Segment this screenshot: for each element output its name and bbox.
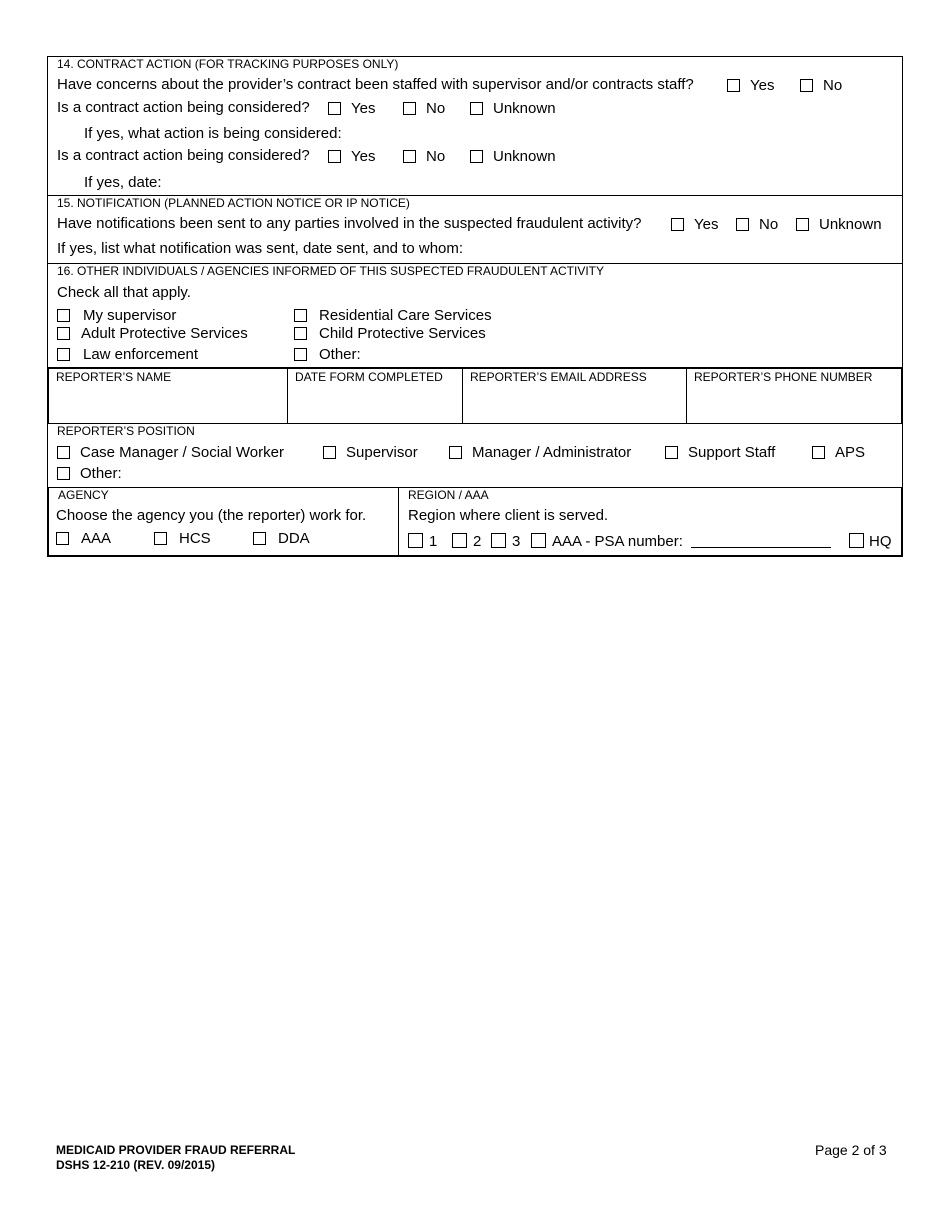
agency-region-row [47, 488, 903, 557]
informed-law-enforcement[interactable]: Law enforcement [57, 346, 198, 363]
region-aaa-psa[interactable]: AAA - PSA number: [531, 533, 831, 550]
contract-staffed-yes[interactable]: Yes [727, 77, 774, 94]
agency-section [49, 488, 399, 555]
region-3[interactable]: 3 [491, 533, 520, 550]
agency-label: AGENCY [58, 488, 109, 502]
agency-hcs[interactable]: HCS [154, 530, 211, 547]
checkbox[interactable] [294, 309, 307, 322]
region-1[interactable]: 1 [408, 533, 437, 550]
region-hq[interactable]: HQ [849, 533, 892, 550]
checkbox[interactable] [849, 533, 864, 548]
contract-action-2-yes[interactable]: Yes [328, 148, 375, 165]
region-instruction: Region where client is served. [408, 507, 609, 524]
checkbox[interactable] [294, 327, 307, 340]
agency-aaa[interactable]: AAA [56, 530, 111, 547]
notification-no[interactable]: No [736, 216, 778, 233]
reporter-email-label: REPORTER’S EMAIL ADDRESS [470, 370, 647, 384]
checkbox[interactable] [531, 533, 546, 548]
date-completed-field[interactable] [288, 369, 463, 424]
reporter-position-section [47, 424, 903, 488]
reporter-phone-label: REPORTER’S PHONE NUMBER [694, 370, 873, 384]
checkbox[interactable] [57, 446, 70, 459]
checkbox[interactable] [57, 467, 70, 480]
contract-action-unknown[interactable]: Unknown [470, 100, 556, 117]
checkbox[interactable] [253, 532, 266, 545]
contract-action-question-2: Is a contract action being considered? [57, 147, 310, 164]
section-16 [47, 263, 903, 367]
reporter-position-label: REPORTER’S POSITION [57, 424, 195, 438]
position-aps[interactable]: APS [812, 444, 865, 461]
region-section [399, 488, 901, 555]
psa-number-input[interactable] [691, 534, 831, 548]
informed-other[interactable]: Other: [294, 346, 361, 363]
contract-staffed-no[interactable]: No [800, 77, 842, 94]
position-case-manager[interactable]: Case Manager / Social Worker [57, 444, 284, 461]
checkbox[interactable] [328, 102, 341, 115]
action-date-label: If yes, date: [84, 174, 162, 191]
reporter-name-label: REPORTER’S NAME [56, 370, 172, 384]
checkbox[interactable] [294, 348, 307, 361]
informed-adult-protective[interactable]: Adult Protective Services [57, 325, 248, 342]
contract-action-2-no[interactable]: No [403, 148, 445, 165]
checkbox[interactable] [403, 150, 416, 163]
contract-action-no[interactable]: No [403, 100, 445, 117]
checkbox[interactable] [470, 150, 483, 163]
checkbox[interactable] [449, 446, 462, 459]
position-other[interactable]: Other: [57, 465, 122, 482]
contract-action-yes[interactable]: Yes [328, 100, 375, 117]
notification-details-label: If yes, list what notification was sent, date sent, and to whom: [57, 240, 464, 257]
checkbox[interactable] [800, 79, 813, 92]
informed-child-protective[interactable]: Child Protective Services [294, 325, 486, 342]
notification-unknown[interactable]: Unknown [796, 216, 882, 233]
form-number: DSHS 12-210 (REV. 09/2015) [56, 1158, 215, 1172]
checkbox[interactable] [671, 218, 684, 231]
form-footer [56, 1143, 295, 1173]
section-14 [47, 56, 903, 195]
checkbox[interactable] [727, 79, 740, 92]
section-16-header: 16. OTHER INDIVIDUALS / AGENCIES INFORMED OF THIS SUSPECTED FRAUDULENT ACTIVITY [57, 264, 604, 278]
section-14-header: 14. CONTRACT ACTION (FOR TRACKING PURPOSES ONLY) [57, 57, 399, 71]
agency-instruction: Choose the agency you (the reporter) work for. [56, 507, 367, 524]
checkbox[interactable] [452, 533, 467, 548]
page-number: Page 2 of 3 [815, 1142, 887, 1158]
checkbox[interactable] [736, 218, 749, 231]
section-15 [47, 195, 903, 263]
reporter-name-field[interactable] [49, 369, 288, 424]
region-label: REGION / AAA [408, 488, 489, 502]
reporter-phone-field[interactable] [687, 369, 901, 424]
checkbox[interactable] [408, 533, 423, 548]
informed-residential-care[interactable]: Residential Care Services [294, 307, 492, 324]
checkbox[interactable] [154, 532, 167, 545]
checkbox[interactable] [323, 446, 336, 459]
check-all-instruction: Check all that apply. [57, 284, 191, 301]
notification-yes[interactable]: Yes [671, 216, 718, 233]
checkbox[interactable] [57, 348, 70, 361]
checkbox[interactable] [796, 218, 809, 231]
contract-action-question: Is a contract action being considered? [57, 99, 310, 116]
checkbox[interactable] [470, 102, 483, 115]
position-support-staff[interactable]: Support Staff [665, 444, 775, 461]
form-title: MEDICAID PROVIDER FRAUD REFERRAL [56, 1143, 296, 1157]
form-page [47, 56, 903, 557]
checkbox[interactable] [812, 446, 825, 459]
date-completed-label: DATE FORM COMPLETED [295, 370, 443, 384]
checkbox[interactable] [56, 532, 69, 545]
contract-action-2-unknown[interactable]: Unknown [470, 148, 556, 165]
region-2[interactable]: 2 [452, 533, 481, 550]
informed-my-supervisor[interactable]: My supervisor [57, 307, 176, 324]
checkbox[interactable] [665, 446, 678, 459]
checkbox[interactable] [491, 533, 506, 548]
notification-question: Have notifications been sent to any parties involved in the suspected fraudulent activity? [57, 215, 642, 232]
position-manager[interactable]: Manager / Administrator [449, 444, 631, 461]
checkbox[interactable] [57, 327, 70, 340]
checkbox[interactable] [57, 309, 70, 322]
checkbox[interactable] [328, 150, 341, 163]
reporter-info-row [47, 367, 903, 424]
action-considered-label: If yes, what action is being considered: [84, 125, 342, 142]
position-supervisor[interactable]: Supervisor [323, 444, 418, 461]
contract-staffed-question: Have concerns about the provider’s contract been staffed with supervisor and/or contracts staff? [57, 76, 694, 93]
agency-dda[interactable]: DDA [253, 530, 310, 547]
checkbox[interactable] [403, 102, 416, 115]
section-15-header: 15. NOTIFICATION (PLANNED ACTION NOTICE OR IP NOTICE) [57, 196, 410, 210]
reporter-email-field[interactable] [463, 369, 687, 424]
